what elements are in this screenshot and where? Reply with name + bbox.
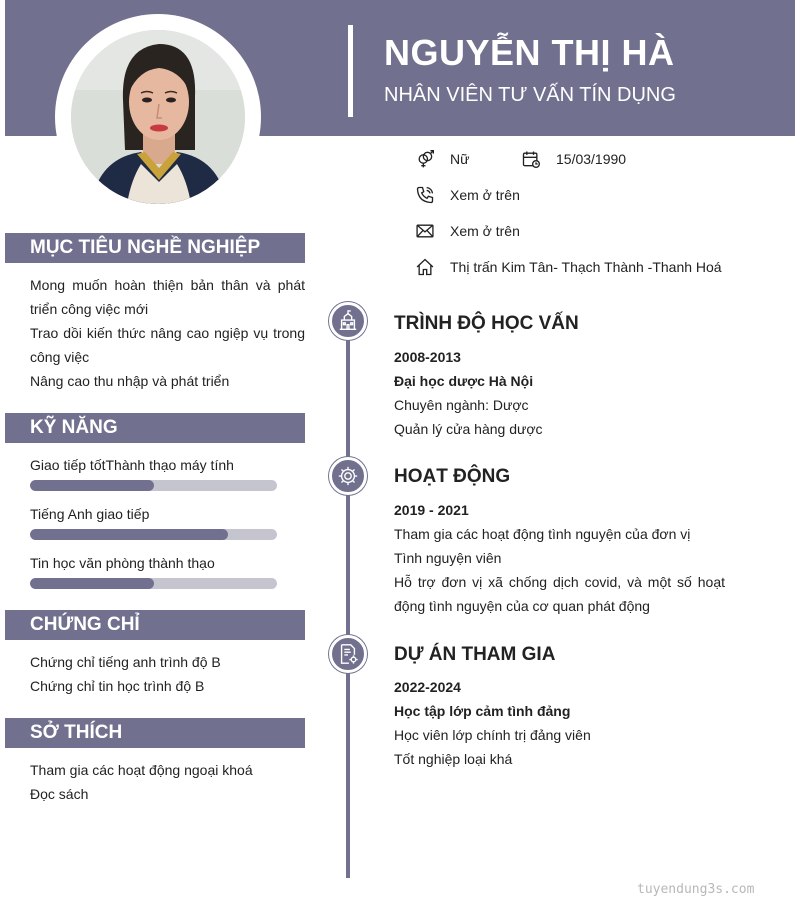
watermark: tuyendung3s.com [637,882,755,897]
contact-phone [414,183,520,207]
project-name: Học tập lớp cảm tình đảng [394,703,571,719]
skill-bar-fill [30,578,154,589]
skill-label: Tiếng Anh giao tiếp [30,506,150,522]
candidate-name: NGUYỄN THỊ HÀ [384,32,675,73]
avatar-photo [71,30,245,204]
phone-icon [414,184,436,206]
activity-line: Tham gia các hoạt động tình nguyện của đơn vị [394,526,691,542]
activity-line: Hỗ trợ đơn vị xã chống dịch covid, và một số hoạt động tình nguyện của cơ quan phát động [394,574,725,614]
skill-bar [30,578,277,589]
education-detail: Quản lý cửa hàng dược [394,421,543,437]
contact-address [414,255,722,279]
contact-birthdate [520,147,626,171]
gender-value: Nữ [450,151,470,167]
home-icon [414,256,436,278]
section-education-title: TRÌNH ĐỘ HỌC VẤN [394,313,579,334]
envelope-icon [414,220,436,242]
skill-label: Tin học văn phòng thành thạo [30,555,215,571]
objective-line: Trao dồi kiến thức nâng cao ngiệp vụ trong công việc [30,325,305,365]
skill-bar-fill [30,480,154,491]
education-major: Chuyên ngành: Dược [394,397,529,413]
timeline-line [346,322,350,878]
birthdate-value: 15/03/1990 [556,151,627,167]
address-value: Thị trấn Kim Tân- Thạch Thành -Thanh Hoá [450,259,722,275]
objective-line: Mong muốn hoàn thiện bản thân và phát triển công việc mới [30,277,305,317]
skill-bar [30,529,277,540]
job-title: NHÂN VIÊN TƯ VẤN TÍN DỤNG [384,84,676,106]
document-gear-icon [329,635,367,673]
education-school: Đại học dược Hà Nội [394,373,534,389]
school-icon [329,302,367,340]
skill-label: Giao tiếp tốtThành thạo máy tính [30,457,234,473]
section-activities-title: HOẠT ĐỘNG [394,466,511,487]
skill-bar [30,480,277,491]
hobby-item: Đọc sách [30,786,89,802]
section-certificates-title: CHỨNG CHỈ [5,610,305,640]
gear-icon [329,457,367,495]
contact-gender [414,147,469,171]
objective-line: Nâng cao thu nhập và phát triển [30,373,230,389]
certificate-item: Chứng chỉ tiếng anh trình độ B [30,654,221,670]
calendar-icon [520,148,542,170]
activities-period: 2019 - 2021 [394,502,469,518]
certificate-item: Chứng chỉ tin học trình độ B [30,678,205,694]
activity-line: Tình nguyện viên [394,550,502,566]
header-divider [348,25,353,117]
phone-value: Xem ở trên [450,187,520,203]
education-period: 2008-2013 [394,349,461,365]
project-line: Học viên lớp chính trị đảng viên [394,727,591,743]
section-projects-title: DỰ ÁN THAM GIA [394,644,556,665]
skill-bar-fill [30,529,228,540]
gender-icon [414,148,436,170]
avatar [71,30,245,204]
project-line: Tốt nghiệp loại khá [394,751,513,767]
contact-email [414,219,520,243]
projects-period: 2022-2024 [394,679,461,695]
section-skills-title: KỸ NĂNG [5,413,305,443]
section-hobbies-title: SỞ THÍCH [5,718,305,748]
section-objective-title: MỤC TIÊU NGHỀ NGHIỆP [5,233,305,263]
hobby-item: Tham gia các hoạt động ngoại khoá [30,762,253,778]
email-value: Xem ở trên [450,223,520,239]
